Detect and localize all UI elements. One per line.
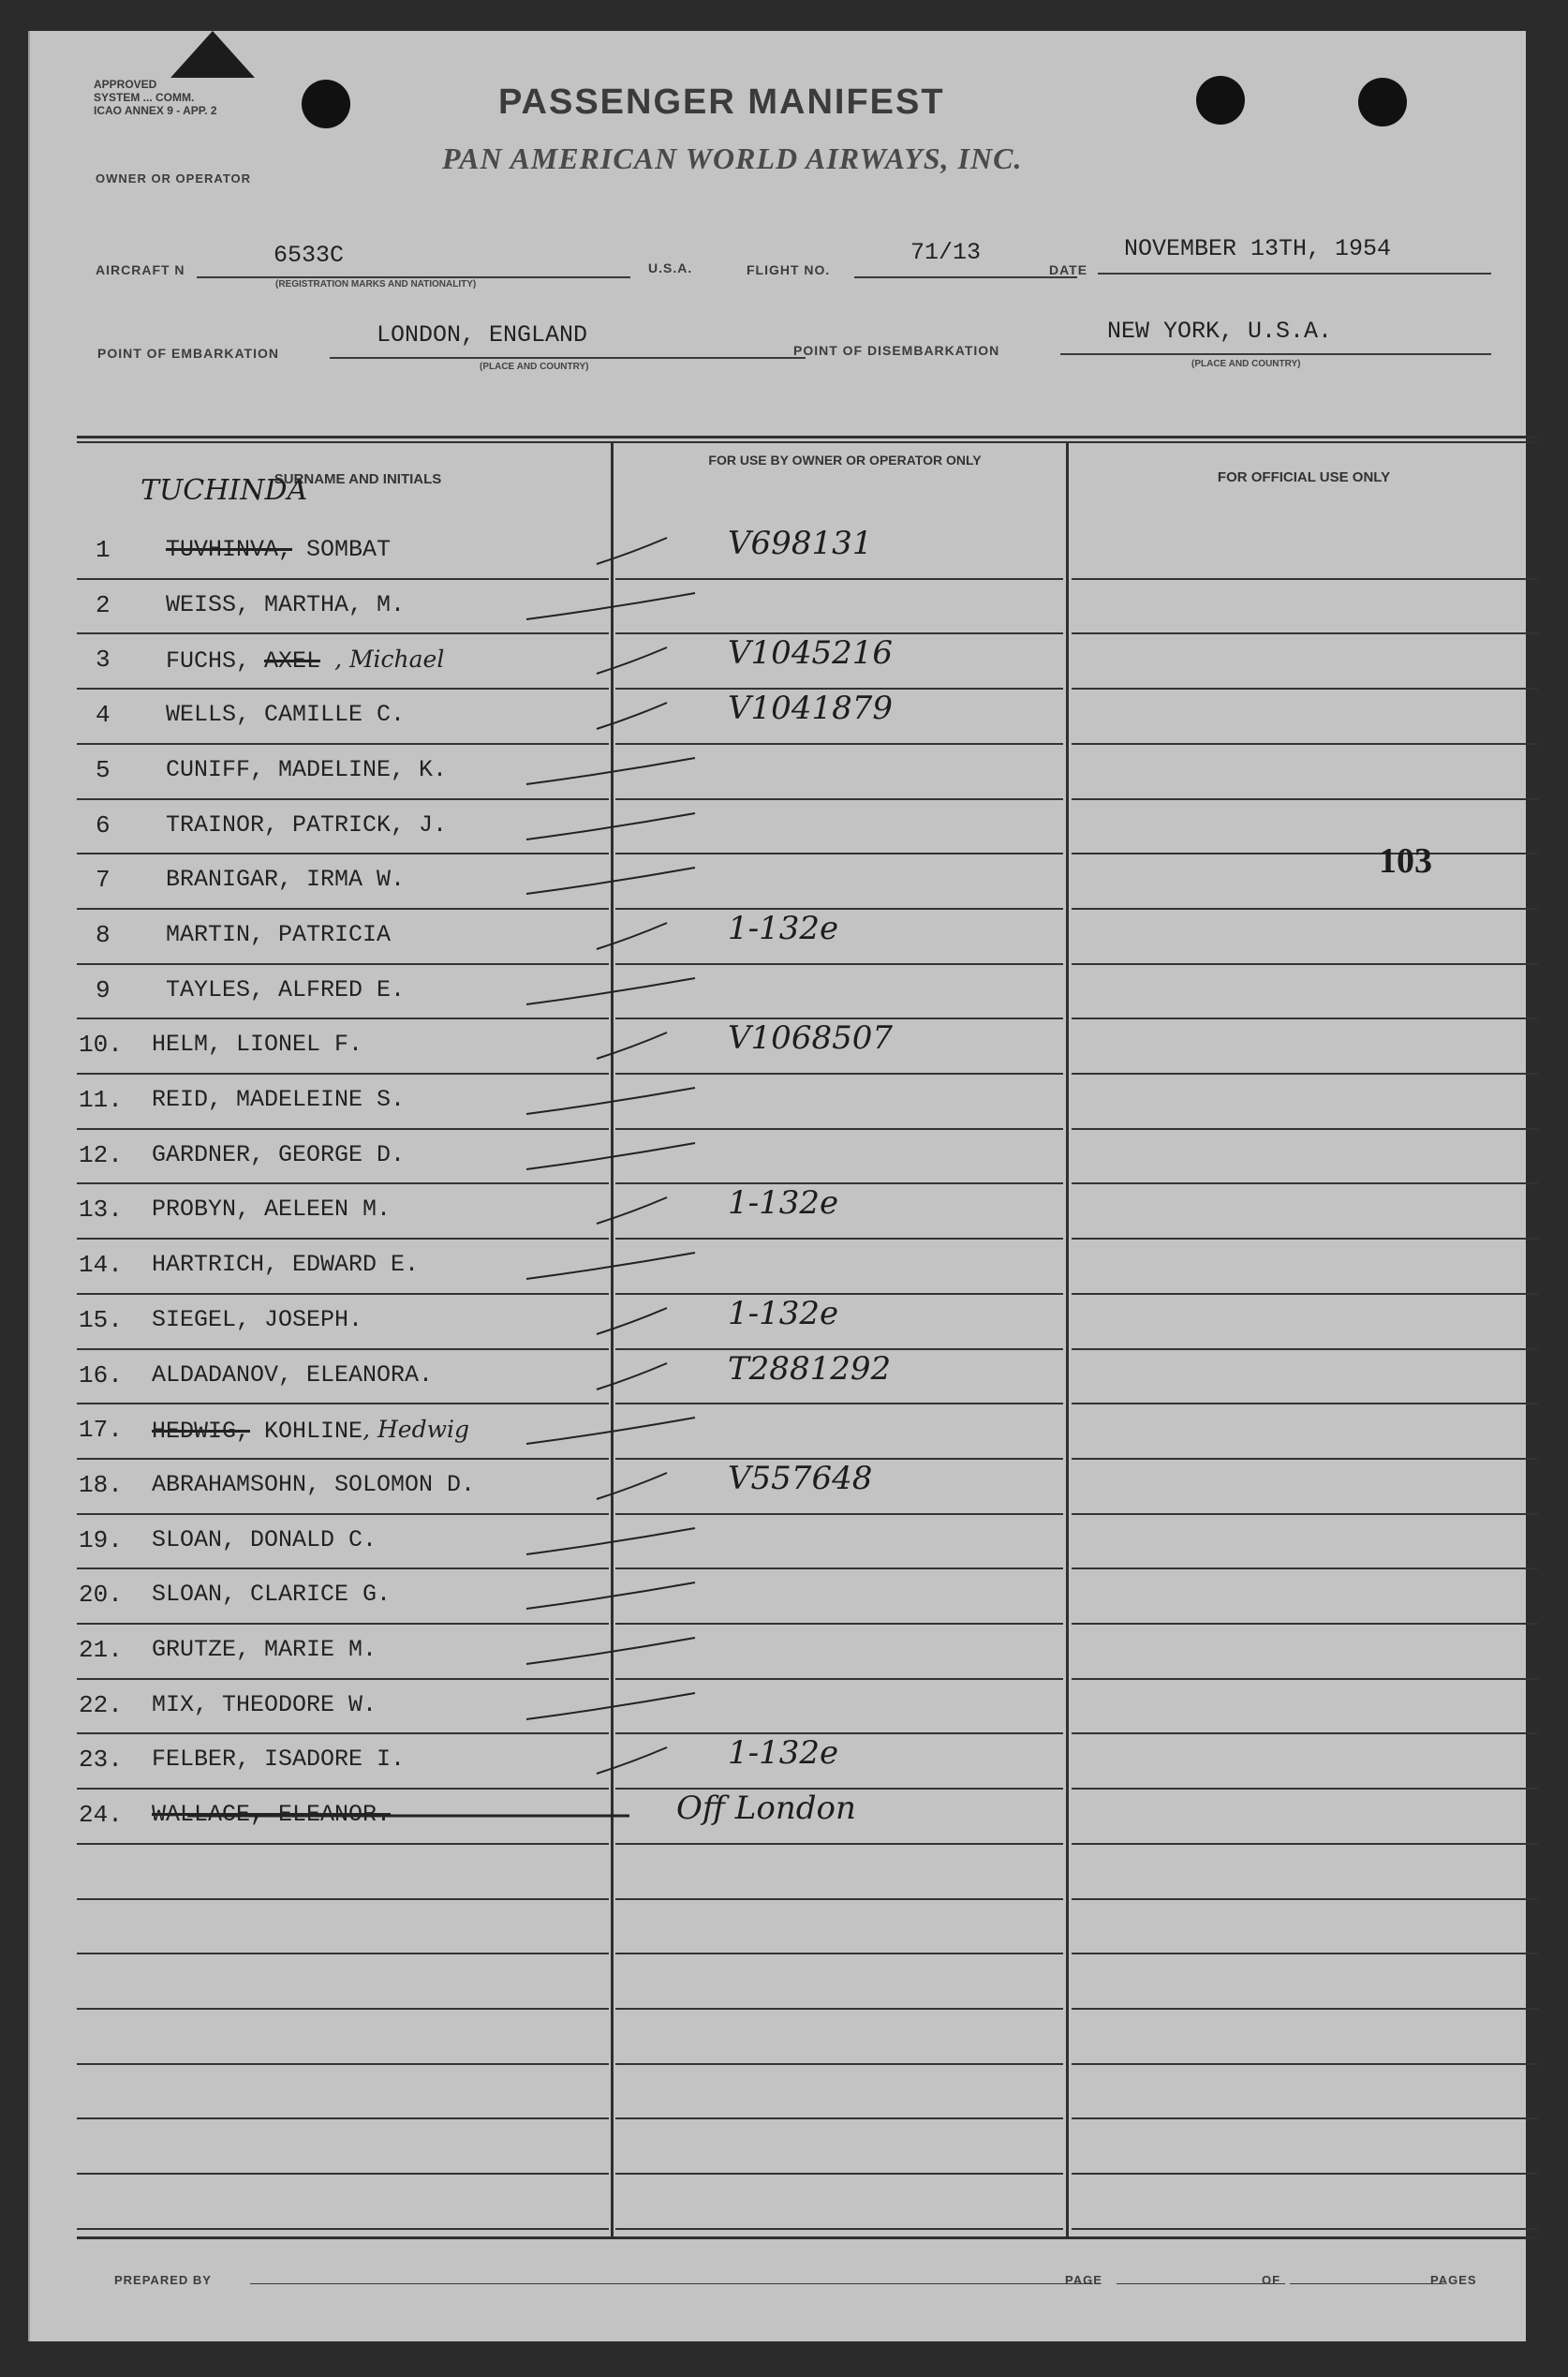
name-text: TRAINOR, PATRICK, J.: [166, 811, 448, 839]
check-mark: [526, 593, 695, 619]
page-line: [1117, 2283, 1285, 2284]
check-mark: [526, 1418, 695, 1444]
check-mark: [526, 758, 695, 784]
check-mark: [597, 1363, 667, 1389]
owner-entry: 1-132e: [728, 1184, 839, 1222]
owner-entry: V1045216: [728, 634, 893, 672]
embarkation-caption: (PLACE AND COUNTRY): [480, 362, 589, 372]
row-number: 3: [96, 646, 111, 674]
row-number: 10.: [79, 1031, 123, 1059]
row-number: 4: [96, 701, 111, 729]
pages-label: PAGES: [1430, 2273, 1477, 2287]
row-number: 24.: [79, 1801, 123, 1829]
aircraft-label: AIRCRAFT N: [96, 262, 185, 277]
check-mark: [597, 1747, 667, 1774]
check-mark: [526, 1088, 695, 1114]
owner-entry: 1-132e: [728, 1734, 839, 1772]
row-number: 1: [96, 536, 111, 564]
row-number: 6: [96, 811, 111, 839]
owner-entry: Off London: [676, 1790, 856, 1827]
row-number: 5: [96, 756, 111, 784]
check-mark: [526, 1638, 695, 1664]
row-number: 7: [96, 866, 111, 894]
prepared-by-line: [250, 2283, 1093, 2284]
handwritten-name: , Hedwig: [362, 1416, 469, 1443]
owner-entry: V1041879: [728, 690, 893, 727]
disembarkation-label: POINT OF DISEMBARKATION: [793, 343, 1000, 358]
row-number: 15.: [79, 1306, 123, 1334]
struck-name: TUVHINVA,: [166, 536, 293, 563]
check-mark: [597, 647, 667, 674]
row-number: 2: [96, 591, 111, 619]
manifest-page: [28, 31, 1526, 2341]
row-number: 20.: [79, 1581, 123, 1609]
name-text: FELBER, ISADORE I.: [152, 1746, 406, 1773]
airline-name: PAN AMERICAN WORLD AIRWAYS, INC.: [442, 141, 1023, 175]
check-mark: [597, 538, 667, 564]
struck-name: AXEL: [264, 647, 321, 675]
name-text: GRUTZE, MARIE M.: [152, 1636, 377, 1663]
aircraft-value: 6533C: [274, 242, 345, 269]
name-text: KOHLINE: [264, 1418, 363, 1445]
name-text: , Michael: [334, 646, 445, 673]
row-number: 9: [96, 976, 111, 1004]
check-mark: [526, 813, 695, 839]
name-text: CUNIFF, MADELINE, K.: [166, 756, 448, 783]
name-text: WEISS, MARTHA, M.: [166, 591, 406, 618]
column-header-owner: FOR USE BY OWNER OR OPERATOR ONLY: [708, 453, 982, 468]
page-label: PAGE: [1065, 2273, 1102, 2287]
registration-caption: (REGISTRATION MARKS AND NATIONALITY): [275, 279, 477, 290]
struck-name: WALLACE, ELEANOR.: [152, 1801, 392, 1828]
flight-label: FLIGHT NO.: [747, 262, 831, 277]
row-number: 23.: [79, 1746, 123, 1774]
struck-name: HEDWIG,: [152, 1418, 251, 1445]
approval-line-2: SYSTEM ... COMM.: [94, 91, 195, 104]
check-mark: [597, 1033, 667, 1059]
name-text: HARTRICH, EDWARD E.: [152, 1251, 420, 1278]
check-marks: [30, 31, 1526, 2341]
name-text: MARTIN, PATRICIA: [166, 921, 392, 948]
page-title: PASSENGER MANIFEST: [498, 82, 945, 122]
name-text: ABRAHAMSOHN, SOLOMON D.: [152, 1471, 476, 1498]
row-number: 18.: [79, 1471, 123, 1499]
check-mark: [526, 1582, 695, 1609]
flight-value: 71/13: [910, 239, 982, 266]
check-mark: [526, 868, 695, 894]
row-number: 12.: [79, 1141, 123, 1169]
disembarkation-value: NEW YORK, U.S.A.: [1107, 318, 1333, 345]
date-value: NOVEMBER 13TH, 1954: [1124, 235, 1392, 262]
check-mark: [526, 1253, 695, 1279]
row-number: 8: [96, 921, 111, 949]
check-mark: [526, 1143, 695, 1169]
approval-line-3: ICAO ANNEX 9 - APP. 2: [94, 104, 217, 117]
check-mark: [597, 1308, 667, 1334]
row-number: 11.: [79, 1086, 123, 1114]
check-mark: [597, 923, 667, 949]
name-text: ALDADANOV, ELEANORA.: [152, 1361, 434, 1389]
row-number: 17.: [79, 1416, 123, 1444]
column-header-official: FOR OFFICIAL USE ONLY: [1217, 469, 1391, 485]
owner-entry: V1068507: [728, 1019, 893, 1057]
prepared-by-label: PREPARED BY: [114, 2273, 212, 2287]
check-mark: [597, 1473, 667, 1499]
name-text: GARDNER, GEORGE D.: [152, 1141, 406, 1168]
handwritten-correction-1: TUCHINDA: [141, 474, 308, 507]
row-number: 16.: [79, 1361, 123, 1389]
column-header-names: SURNAME AND INITIALS: [274, 471, 442, 487]
owner-label: OWNER OR OPERATOR: [96, 171, 252, 186]
row-number: 19.: [79, 1526, 123, 1554]
name-prefix: FUCHS,: [166, 647, 251, 675]
check-mark: [597, 1197, 667, 1224]
name-text: BRANIGAR, IRMA W.: [166, 866, 406, 893]
official-mark: 103: [1379, 841, 1432, 881]
name-text: SLOAN, DONALD C.: [152, 1526, 377, 1553]
name-text: MIX, THEODORE W.: [152, 1691, 377, 1718]
name-text: SIEGEL, JOSEPH.: [152, 1306, 363, 1333]
usa-label: U.S.A.: [648, 260, 693, 275]
approval-line-1: APPROVED: [94, 78, 157, 91]
owner-entry: 1-132e: [728, 910, 839, 947]
name-text: HELM, LIONEL F.: [152, 1031, 363, 1058]
owner-entry: V557648: [728, 1460, 873, 1497]
owner-entry: 1-132e: [728, 1295, 839, 1332]
of-label: OF: [1262, 2273, 1281, 2287]
row-number: 13.: [79, 1196, 123, 1224]
name-text: WELLS, CAMILLE C.: [166, 701, 406, 728]
embarkation-value: LONDON, ENGLAND: [377, 321, 588, 349]
check-mark: [597, 703, 667, 729]
name-text: REID, MADELEINE S.: [152, 1086, 406, 1113]
of-line: [1290, 2283, 1444, 2284]
check-mark: [526, 1693, 695, 1719]
name-text: SLOAN, CLARICE G.: [152, 1581, 392, 1608]
owner-entry: V698131: [728, 525, 873, 562]
name-text: TAYLES, ALFRED E.: [166, 976, 406, 1003]
date-label: DATE: [1049, 262, 1088, 277]
owner-entry: T2881292: [728, 1350, 892, 1388]
row-number: 14.: [79, 1251, 123, 1279]
name-text: SOMBAT: [306, 536, 392, 563]
embarkation-label: POINT OF EMBARKATION: [97, 346, 279, 361]
row-number: 22.: [79, 1691, 123, 1719]
check-mark: [526, 978, 695, 1004]
row-number: 21.: [79, 1636, 123, 1664]
disembarkation-caption: (PLACE AND COUNTRY): [1191, 359, 1301, 369]
check-mark: [526, 1528, 695, 1554]
name-text: PROBYN, AELEEN M.: [152, 1196, 392, 1223]
